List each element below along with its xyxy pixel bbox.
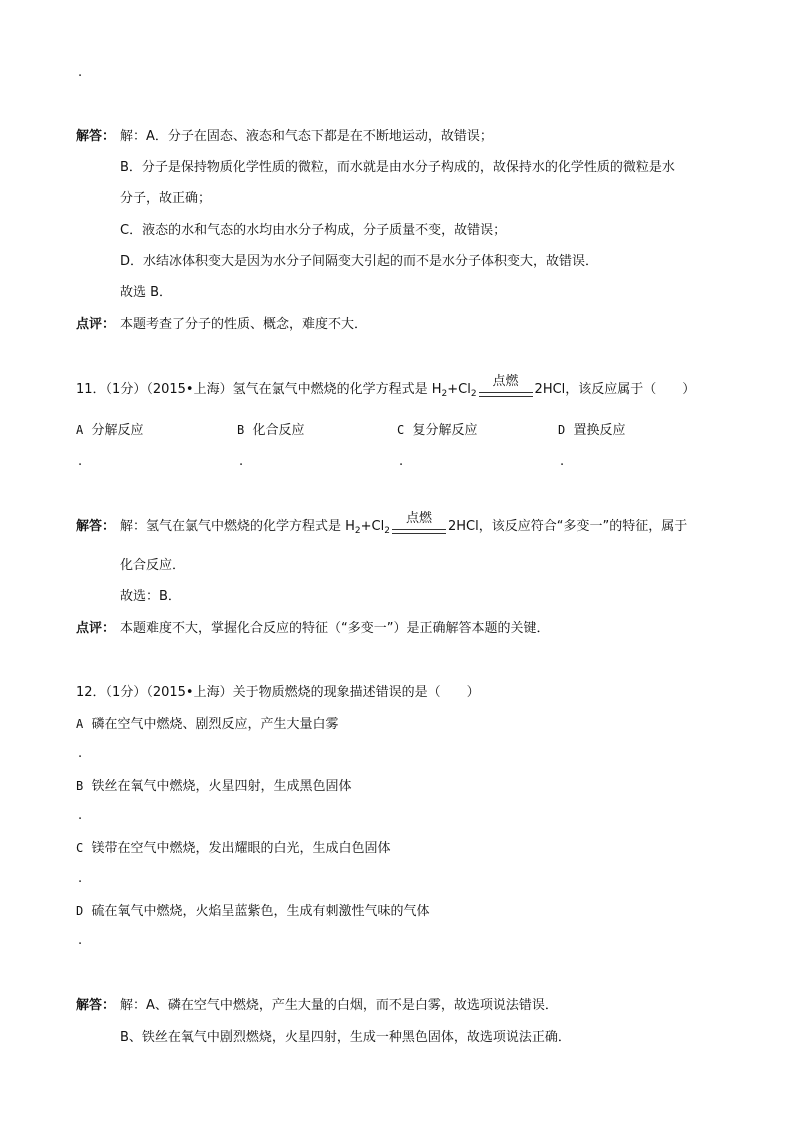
q10-solution-line: 故选 B． (120, 285, 173, 300)
q10-solution-line: B．分子是保持物质化学性质的微粒，而水就是由水分子构成的，故保持水的化学性质的微粒是水 (120, 160, 675, 175)
q11-solution-line: 故选：B． (120, 589, 181, 604)
option-dot: . (78, 871, 83, 886)
q12-stem: 12．（1分）（2015•上海）关于物质燃烧的现象描述错误的是（ ） (76, 685, 480, 700)
q10-solution-line: 解：A．分子在固态、液态和气态下都是在不断地运动，故错误； (120, 129, 493, 144)
option-dot: . (399, 454, 404, 469)
option-dot: . (560, 454, 565, 469)
q10-solution-line: C．液态的水和气态的水均由水分子构成，分子质量不变，故错误； (120, 223, 507, 238)
option-dot: . (78, 933, 83, 948)
q12-option-b: B 铁丝在氧气中燃烧，火星四射，生成黑色固体 (76, 779, 352, 794)
q12-option-c: C 镁带在空气中燃烧，发出耀眼的白光，生成白色固体 (76, 841, 391, 856)
option-dot: . (239, 454, 244, 469)
stray-dot: . (78, 65, 83, 80)
q12-solution-line: B、铁丝在氧气中剧烈燃烧，火星四射，生成一种黑色固体，故选项说法正确． (120, 1030, 571, 1045)
q12-answer-label: 解答： (76, 998, 116, 1013)
q10-solution-line: 分子，故正确； (120, 191, 212, 206)
q12-solution-line: 解：A、磷在空气中燃烧，产生大量的白烟，而不是白雾，故选项说法错误． (120, 998, 558, 1013)
option-dot: . (78, 808, 83, 823)
q11-solution-line: 解：氢气在氯气中燃烧的化学方程式是 $H_2+Cl_2$ 点燃 2HCl，该反应符合“多变一”的特征，属于 (120, 518, 687, 540)
option-dot: . (78, 454, 83, 469)
q11-option-d: D 置换反应 (558, 423, 626, 438)
q12-option-a: A 磷在空气中燃烧、剧烈反应，产生大量白雾 (76, 717, 339, 732)
q10-answer-label: 解答： (76, 129, 116, 144)
q11-comment-label: 点评： (76, 621, 116, 636)
reaction-arrow-with-condition: 点燃 (390, 522, 448, 540)
q11-option-a: A 分解反应 (76, 423, 144, 438)
q11-stem: 11．（1分）（2015•上海）氢气在氯气中燃烧的化学方程式是 $H_2+Cl_2$ 点燃 2HCl，该反应属于（ ） (76, 381, 695, 403)
reaction-arrow-with-condition: 点燃 (477, 385, 535, 403)
q12-option-d: D 硫在氧气中燃烧，火焰呈蓝紫色，生成有刺激性气味的气体 (76, 904, 430, 919)
q10-comment-label: 点评： (76, 317, 116, 332)
q11-comment: 本题难度不大，掌握化合反应的特征（“多变一”）是正确解答本题的关键． (120, 621, 550, 636)
q10-solution-line: D．水结冰体积变大是因为水分子间隔变大引起的而不是水分子体积变大，故错误． (120, 254, 599, 269)
q10-comment: 本题考查了分子的性质、概念，难度不大． (120, 317, 368, 332)
q11-option-c: C 复分解反应 (397, 423, 478, 438)
q11-solution-line: 化合反应． (120, 558, 186, 573)
option-dot: . (78, 746, 83, 761)
q11-answer-label: 解答： (76, 519, 116, 534)
q11-option-b: B 化合反应 (237, 423, 305, 438)
